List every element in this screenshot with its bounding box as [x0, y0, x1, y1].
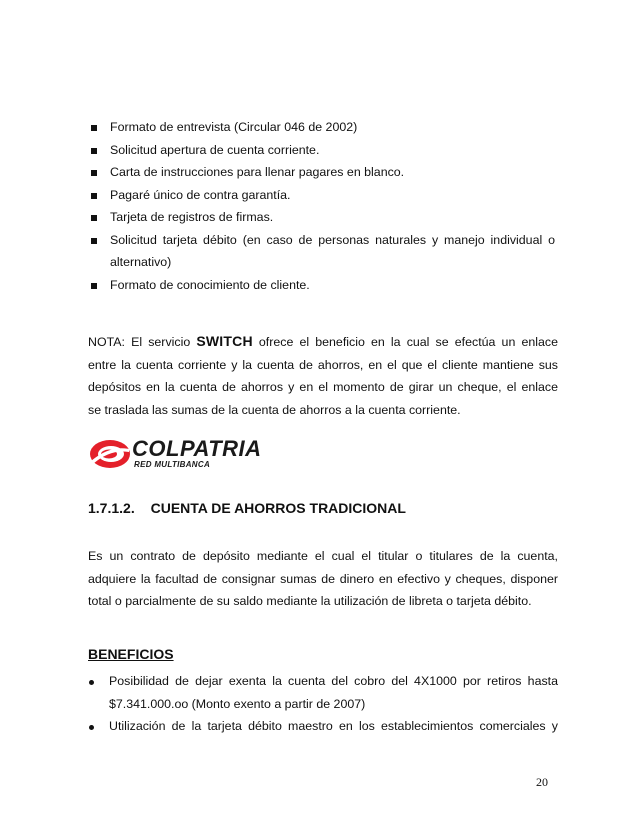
list-item: [91, 206, 555, 229]
note-line-rest: ofrece el beneficio en la cual se efectúa un enlace: [252, 335, 558, 349]
colpatria-swirl-icon: [88, 437, 132, 471]
square-bullet-icon: [91, 148, 97, 154]
benefits-heading: BENEFICIOS: [88, 646, 174, 662]
section-title: CUENTA DE AHORROS TRADICIONAL: [150, 500, 406, 516]
requirements-list: [91, 116, 555, 296]
list-item: [91, 184, 555, 207]
section-number: 1.7.1.2.: [88, 500, 135, 516]
list-item-text: Solicitud apertura de cuenta corriente.: [110, 142, 320, 157]
savings-paragraph: [88, 545, 558, 613]
paragraph-line: total o parcialmente de su saldo mediante la utilización de libreta o tarjeta débito.: [88, 594, 532, 608]
paragraph-line: Es un contrato de depósito mediante el cual el titular o titulares de la cuenta,: [88, 549, 558, 563]
list-item: [91, 229, 555, 274]
note-line: se traslada las sumas de la cuenta de ahorros a la cuenta corriente.: [88, 402, 461, 417]
square-bullet-icon: [91, 215, 97, 221]
note-first-line: [88, 330, 558, 354]
list-item: [88, 715, 558, 738]
note-line: depósitos en la cuenta de ahorros y en el momento de girar un cheque, el enlace: [88, 380, 558, 394]
paragraph-line: adquiere la facultad de consignar sumas de dinero en efectivo y cheques, disponer: [88, 571, 558, 586]
logo-title: COLPATRIA: [132, 436, 262, 461]
square-bullet-icon: [91, 238, 97, 244]
page-number: 20: [536, 775, 548, 789]
list-item: [91, 116, 555, 139]
switch-service-name: SWITCH: [196, 333, 253, 349]
list-item-text-continued: $7.341.000.oo (Monto exento a partir de 2007): [109, 696, 366, 711]
section-heading: [88, 500, 406, 516]
list-item-text: Tarjeta de registros de firmas.: [110, 210, 274, 224]
note-line: entre la cuenta corriente y la cuenta de ahorros, en el que el cliente mantiene sus: [88, 357, 558, 372]
list-item-text: Carta de instrucciones para llenar pagares en blanco.: [110, 165, 405, 179]
square-bullet-icon: [91, 170, 97, 176]
list-item: [91, 139, 555, 162]
list-item-text-continued: alternativo): [110, 255, 172, 269]
square-bullet-icon: [91, 283, 97, 289]
list-item-text: Formato de conocimiento de cliente.: [110, 277, 310, 292]
list-item: [91, 161, 555, 184]
round-bullet-icon: [89, 725, 94, 730]
list-item-text: Utilización de la tarjeta débito maestro en los establecimientos comerciales y: [109, 719, 558, 733]
colpatria-logo: [88, 436, 273, 472]
list-item-text: Formato de entrevista (Circular 046 de 2002): [110, 120, 358, 134]
benefits-list: [88, 670, 558, 738]
logo-subtitle: RED MULTIBANCA: [134, 460, 211, 469]
list-item-text: Solicitud tarjeta débito (en caso de personas naturales y manejo individual o: [110, 232, 555, 247]
square-bullet-icon: [91, 193, 97, 199]
list-item-text: Posibilidad de dejar exenta la cuenta del cobro del 4X1000 por retiros hasta: [109, 674, 558, 688]
note-paragraph: [88, 330, 558, 421]
square-bullet-icon: [91, 125, 97, 131]
round-bullet-icon: [89, 680, 94, 685]
list-item: [88, 670, 558, 715]
list-item: [91, 274, 555, 297]
list-item-text: Pagaré único de contra garantía.: [110, 187, 291, 202]
note-prefix: NOTA: El servicio: [88, 335, 197, 349]
